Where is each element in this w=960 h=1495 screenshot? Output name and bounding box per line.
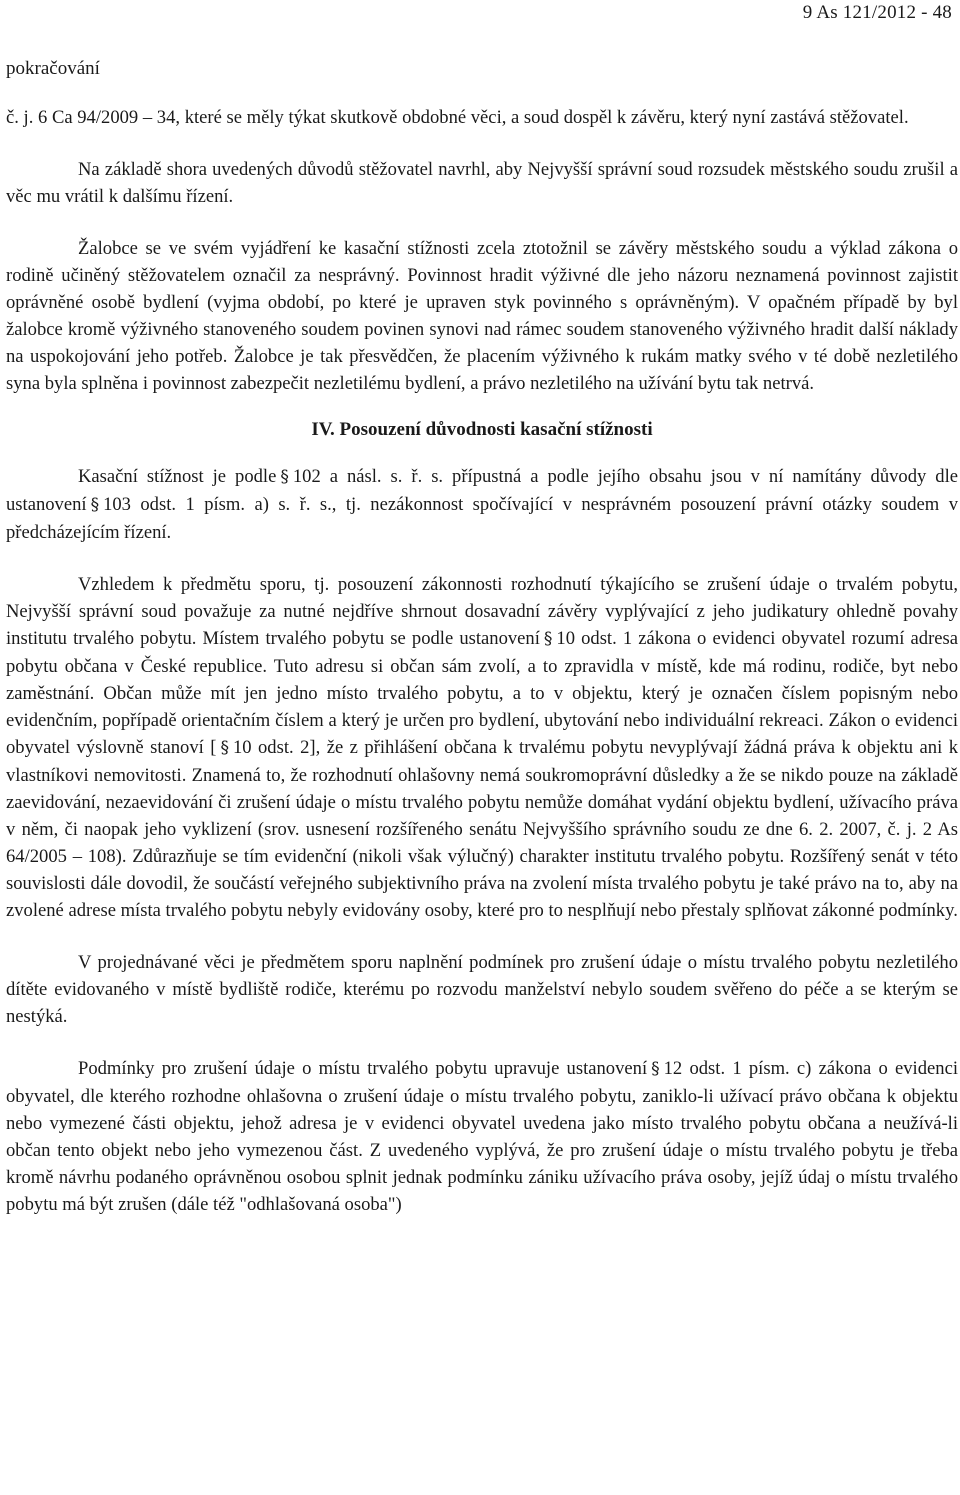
paragraph: Na základě shora uvedených důvodů stěžovatel navrhl, aby Nejvyšší správní soud rozsudek městského soudu zrušil a věc mu vrátil k dalšímu řízení. <box>6 159 958 207</box>
section-symbol-icon: § <box>280 467 289 487</box>
text-segment: 10 odst. 1 zákona o evidenci obyvatel rozumí adresa pobytu občana v České republice. Tuto adresu si občan sám zvolí, a to zpravidla v místě, kde má rodinu, rodiče, byt nebo zaměstnání. Občan může mít jen jedno místo trvalého pobytu, a to v objektu, který je označen číslem popisným nebo evidenčním, popřípadě orientačním číslem a který je určen pro bydlení, ubytování nebo individuální rekreaci. Zákon o evidenci obyvatel výslovně stanoví [ <box>6 628 958 758</box>
document-body <box>6 104 958 1218</box>
paragraph: č. j. 6 Ca 94/2009 – 34, které se měly týkat skutkově obdobné věci, a soud dospěl k závěru, který nyní zastává stěžovatel. <box>6 107 909 128</box>
paragraph <box>6 463 958 546</box>
section-symbol-icon: § <box>543 629 553 649</box>
text-segment: 10 odst. 2], že z přihlášení občana k trvalému pobytu nevyplývají žádná práva k objektu ani k vlastníkovi nemovitosti. Znamená to, že rozhodnutí ohlašovny nemá soukromoprávní důsledky a že se nikdo pouze na základě zaevidování, nezaevidování či zrušení údaje o místu trvalého pobytu nemůže domáhat vydání objektu bydlení, užívacího práva v něm, či naopak jeho vyklizení (srov. usnesení rozšířeného senátu Nejvyššího správního soudu ze dne 6. 2. 2007, č. j. 2 As 64/2005 – 108). Zdůrazňuje se tím evidenční (nikoli však výlučný) charakter institutu trvalého pobytu. Rozšířený senát v této souvislosti dále dovodil, že součástí veřejného subjektivního práva na zvolení místa trvalého pobytu je také právo na to, aby na zvolené adrese místa trvalého pobytu nebyly evidovány osoby, které pro to nesplňují nebo přestaly splňovat zákonné podmínky. <box>6 737 958 921</box>
paragraph <box>6 571 958 924</box>
text-segment: Kasační stížnost je podle <box>78 466 277 487</box>
continuation-label: pokračování <box>6 58 100 79</box>
paragraph: V projednávané věci je předmětem sporu naplnění podmínek pro zrušení údaje o místu trvalého pobytu nezletilého dítěte evidovaného v místě bydliště rodiče, kterému po rozvodu manželství nebylo soudem svěřeno do péče a se kterým se nestýká. <box>6 952 958 1027</box>
section-symbol-icon: § <box>90 495 100 515</box>
text-segment: 12 odst. 1 písm. c) zákona o evidenci obyvatel, dle kterého rozhodne ohlašovna o zrušení údaje o místu trvalého pobytu, zaniklo-li užívací právo občana k objektu nebo vymezené části objektu, jehož adresa je v evidenci obyvatel uvedena jako místo trvalého pobytu občana a neužívá-li občan tento objekt nebo jeho vymezenou část. Z uvedeného vyplývá, že pro zrušení údaje o místu trvalého pobytu je třeba kromě návrhu podaného oprávněnou osobou splnit jednak podmínku zániku užívacího práva osoby, jejíž údaj o místu trvalého pobytu má být zrušen (dále též "odhlašovaná osoba") <box>6 1058 958 1215</box>
paragraph <box>6 1055 958 1218</box>
text-segment: 103 odst. 1 písm. a) s. ř. s., tj. nezákonnost spočívající v nesprávném posouzení právní otázky soudem v předcházejícím řízení. <box>6 494 958 543</box>
section-heading: IV. Posouzení důvodnosti kasační stížnosti <box>311 419 653 440</box>
paragraph: Žalobce se ve svém vyjádření ke kasační stížnosti zcela ztotožnil se závěry městského soudu a výklad zákona o rodině učiněný stěžovatelem označil za nesprávný. Povinnost hradit výživné dle jeho názoru neznamená povinnost zajistit oprávněné osobě bydlení (vyjma období, po které je upraven styk povinného s oprávněným). V opačném případě by byl žalobce kromě výživného stanoveného soudem povinen synovi nad rámec soudem stanoveného výživného hradit další náklady na uspokojování jeho potřeb. Žalobce je tak přesvědčen, že placením výživného k rukám matky svého v té době nezletilého syna byla splněna i povinnost zabezpečit nezletilému bydlení, a právo nezletilého na užívání bytu tak netrvá. <box>6 238 958 394</box>
text-segment: Podmínky pro zrušení údaje o místu trvalého pobytu upravuje ustanovení <box>78 1058 648 1079</box>
section-symbol-icon: § <box>220 738 229 758</box>
text-segment: 102 a násl. s. ř. s. přípustná a podle jejího obsahu jsou v ní namítány důvody dle ustanovení <box>6 466 958 515</box>
case-reference: 9 As 121/2012 - 48 <box>802 2 952 23</box>
text-segment: Vzhledem k předmětu sporu, tj. posouzení zákonnosti rozhodnutí týkajícího se zrušení údaje o trvalém pobytu, Nejvyšší správní soud považuje za nutné nejdříve shrnout dosavadní závěry vyplývající z jeho judikatury ohledně povahy institutu trvalého pobytu. Místem trvalého pobytu se podle ustanovení <box>6 574 958 649</box>
section-symbol-icon: § <box>651 1059 660 1079</box>
